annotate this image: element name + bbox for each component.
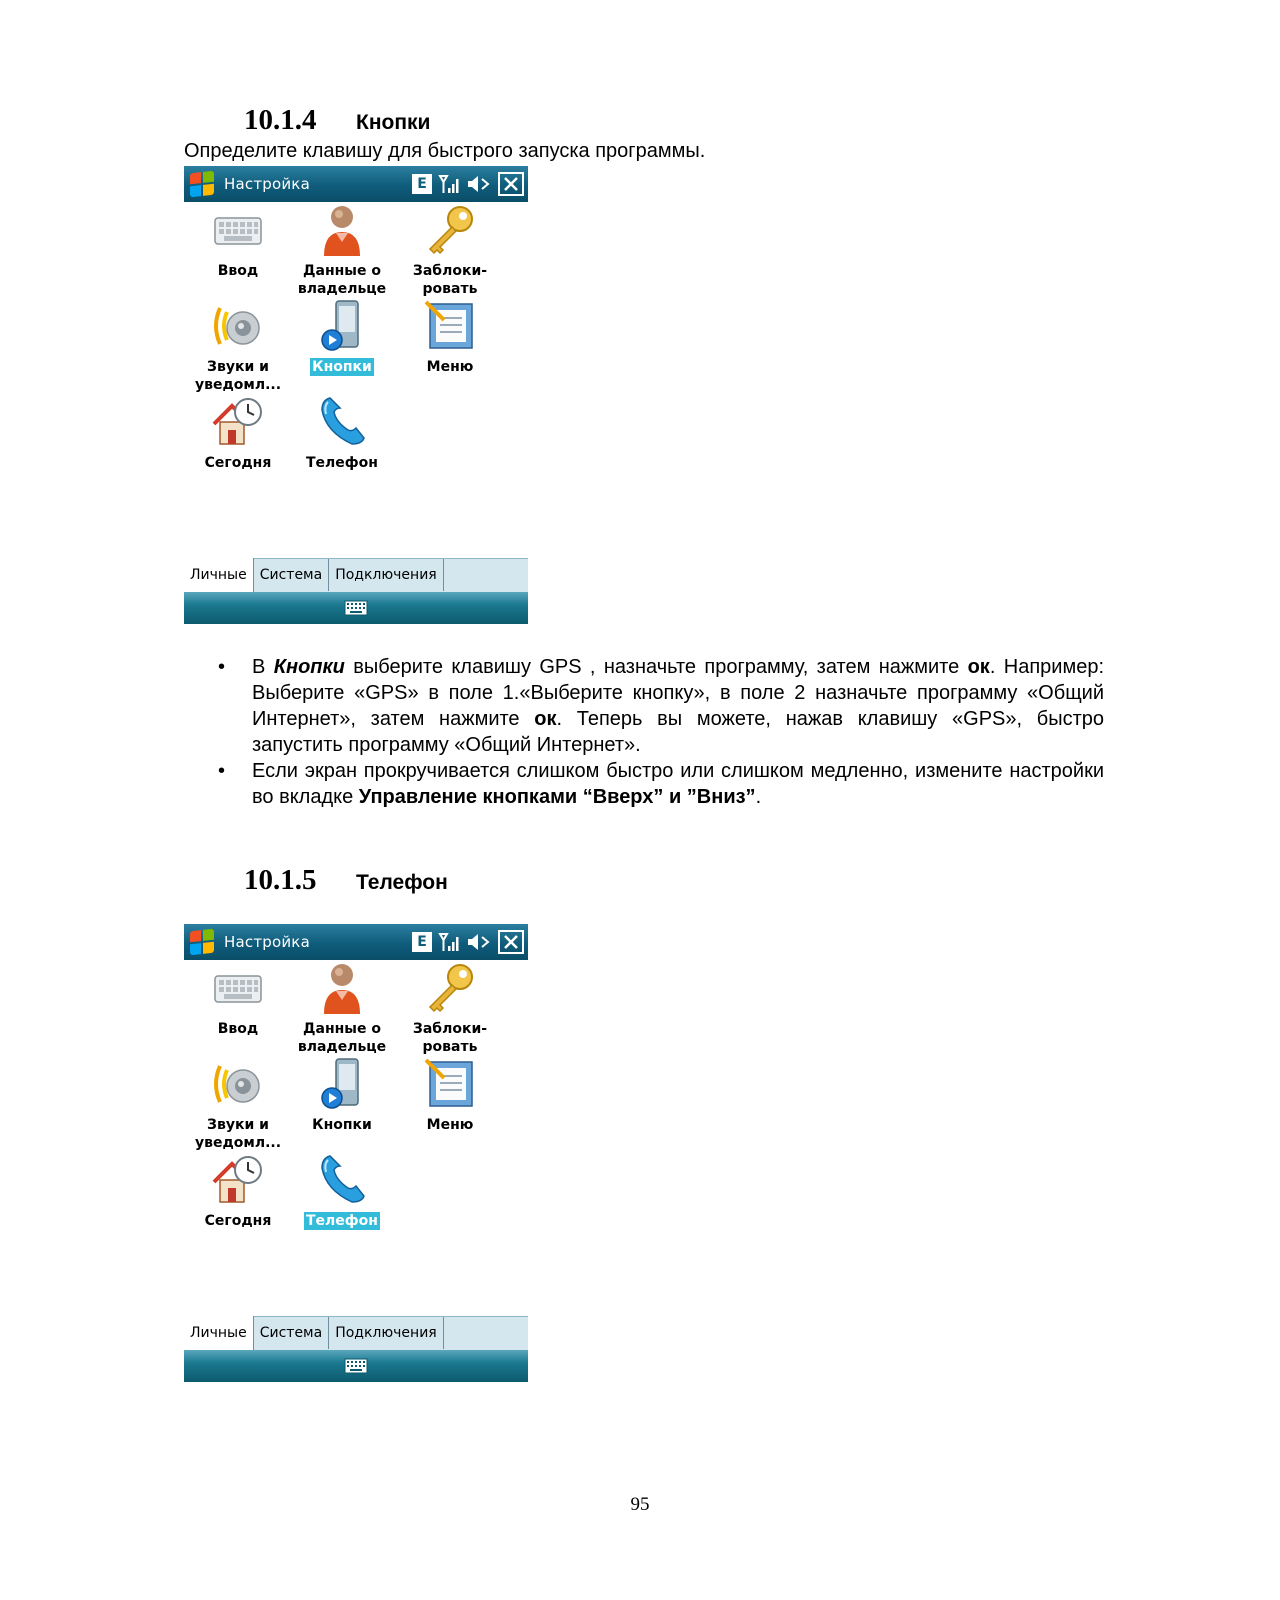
tile-label: Звуки и уведомл... (194, 359, 282, 393)
input-panel-keyboard-icon[interactable] (344, 600, 368, 616)
settings-tab-bar (184, 1316, 528, 1350)
tile-today[interactable] (184, 394, 292, 472)
tile-input[interactable] (184, 960, 292, 1038)
section-number: 10.1.5 (244, 864, 317, 896)
window-title: Настройка (224, 933, 310, 951)
tile-menu[interactable] (396, 1056, 504, 1134)
keyboard-icon (210, 202, 266, 258)
speaker-sound-icon (210, 298, 266, 354)
tile-label: Кнопки (312, 359, 372, 375)
tile-sounds[interactable] (184, 298, 292, 394)
input-panel-keyboard-icon[interactable] (344, 1358, 368, 1374)
volume-icon[interactable] (466, 931, 492, 953)
tile-label: Телефон (306, 1213, 378, 1229)
speaker-sound-icon (210, 1056, 266, 1112)
window-title: Настройка (224, 175, 310, 193)
section-heading-buttons (244, 104, 430, 137)
signal-strength-icon[interactable] (438, 931, 460, 953)
intro-text: Определите клавишу для быстрого запуска программы. (184, 140, 706, 162)
title-bar (184, 924, 528, 960)
tile-label: Заблоки- ровать (412, 1021, 488, 1055)
bullet-item: • Если экран прокручивается слишком быстро или слишком медленно, измените настройки во вкладке Управление кнопками “Вверх” и ”Вниз”. (184, 758, 1104, 810)
menu-window-icon (422, 298, 478, 354)
tab-connections[interactable]: Подключения (329, 1317, 444, 1349)
tab-personal[interactable]: Личные (184, 558, 254, 592)
tile-label: Ввод (217, 1021, 259, 1037)
tile-phone[interactable] (288, 1152, 396, 1230)
key-icon (422, 960, 478, 1016)
tile-phone[interactable] (288, 394, 396, 472)
settings-screenshot-phone (184, 924, 528, 1382)
windows-start-icon[interactable] (190, 929, 214, 956)
close-button[interactable] (498, 172, 524, 196)
tile-buttons[interactable] (288, 1056, 396, 1134)
settings-grid (184, 202, 528, 558)
tile-label: Меню (426, 359, 474, 375)
tile-label: Заблоки- ровать (412, 263, 488, 297)
tile-owner[interactable] (288, 202, 396, 298)
phone-handset-icon (314, 1152, 370, 1208)
tile-sounds[interactable] (184, 1056, 292, 1152)
tile-label: Кнопки (312, 1117, 372, 1133)
section-heading-phone (244, 864, 448, 897)
phone-handset-icon (314, 394, 370, 450)
bullet-list (184, 654, 1104, 810)
tile-today[interactable] (184, 1152, 292, 1230)
emphasis-buttons: Кнопки (273, 656, 345, 678)
tile-label: Сегодня (204, 1213, 272, 1229)
owner-person-icon (314, 202, 370, 258)
tile-label: Меню (426, 1117, 474, 1133)
edge-network-icon[interactable]: E (412, 932, 432, 952)
tile-label: Сегодня (204, 455, 272, 471)
edge-network-icon[interactable]: E (412, 174, 432, 194)
tile-label: Телефон (306, 455, 378, 471)
signal-strength-icon[interactable] (438, 173, 460, 195)
tile-owner[interactable] (288, 960, 396, 1056)
tile-label: Данные о владельце (297, 263, 387, 297)
section-number: 10.1.4 (244, 104, 317, 136)
tile-lock[interactable] (396, 202, 504, 298)
tile-menu[interactable] (396, 298, 504, 376)
close-icon (503, 176, 519, 192)
tile-label: Данные о владельце (297, 1021, 387, 1055)
tab-connections[interactable]: Подключения (329, 559, 444, 591)
tile-label: Звуки и уведомл... (194, 1117, 282, 1151)
device-buttons-icon (314, 298, 370, 354)
close-icon (503, 934, 519, 950)
soft-key-bar (184, 592, 528, 624)
close-button[interactable] (498, 930, 524, 954)
tile-label: Ввод (217, 263, 259, 279)
keyboard-icon (210, 960, 266, 1016)
section-title: Телефон (356, 871, 448, 894)
owner-person-icon (314, 960, 370, 1016)
settings-screenshot-buttons (184, 166, 528, 624)
soft-key-bar (184, 1350, 528, 1382)
home-clock-icon (210, 394, 266, 450)
menu-window-icon (422, 1056, 478, 1112)
tab-personal[interactable]: Личные (184, 1316, 254, 1350)
home-clock-icon (210, 1152, 266, 1208)
tile-input[interactable] (184, 202, 292, 280)
tab-system[interactable]: Система (254, 1317, 329, 1349)
settings-tab-bar (184, 558, 528, 592)
key-icon (422, 202, 478, 258)
tile-lock[interactable] (396, 960, 504, 1056)
volume-icon[interactable] (466, 173, 492, 195)
tab-system[interactable]: Система (254, 559, 329, 591)
windows-start-icon[interactable] (190, 171, 214, 198)
bullet-item: • В Кнопки выберите клавишу GPS , назначьте программу, затем нажмите ок. Например: Выберите «GPS» в поле 1.«Выберите кнопку», в поле 2 назначьте программу «Общий Интернет», затем нажмите ок. Теперь вы можете, нажав клавишу «GPS», быстро запустить программу «Общий Интернет». (184, 654, 1104, 758)
settings-grid (184, 960, 528, 1316)
device-buttons-icon (314, 1056, 370, 1112)
section-title: Кнопки (356, 111, 431, 134)
title-bar (184, 166, 528, 202)
tile-buttons[interactable] (288, 298, 396, 376)
page-number: 95 (630, 1494, 650, 1515)
emphasis-scroll-tab: Управление кнопками “Вверх” и ”Вниз” (358, 786, 756, 808)
